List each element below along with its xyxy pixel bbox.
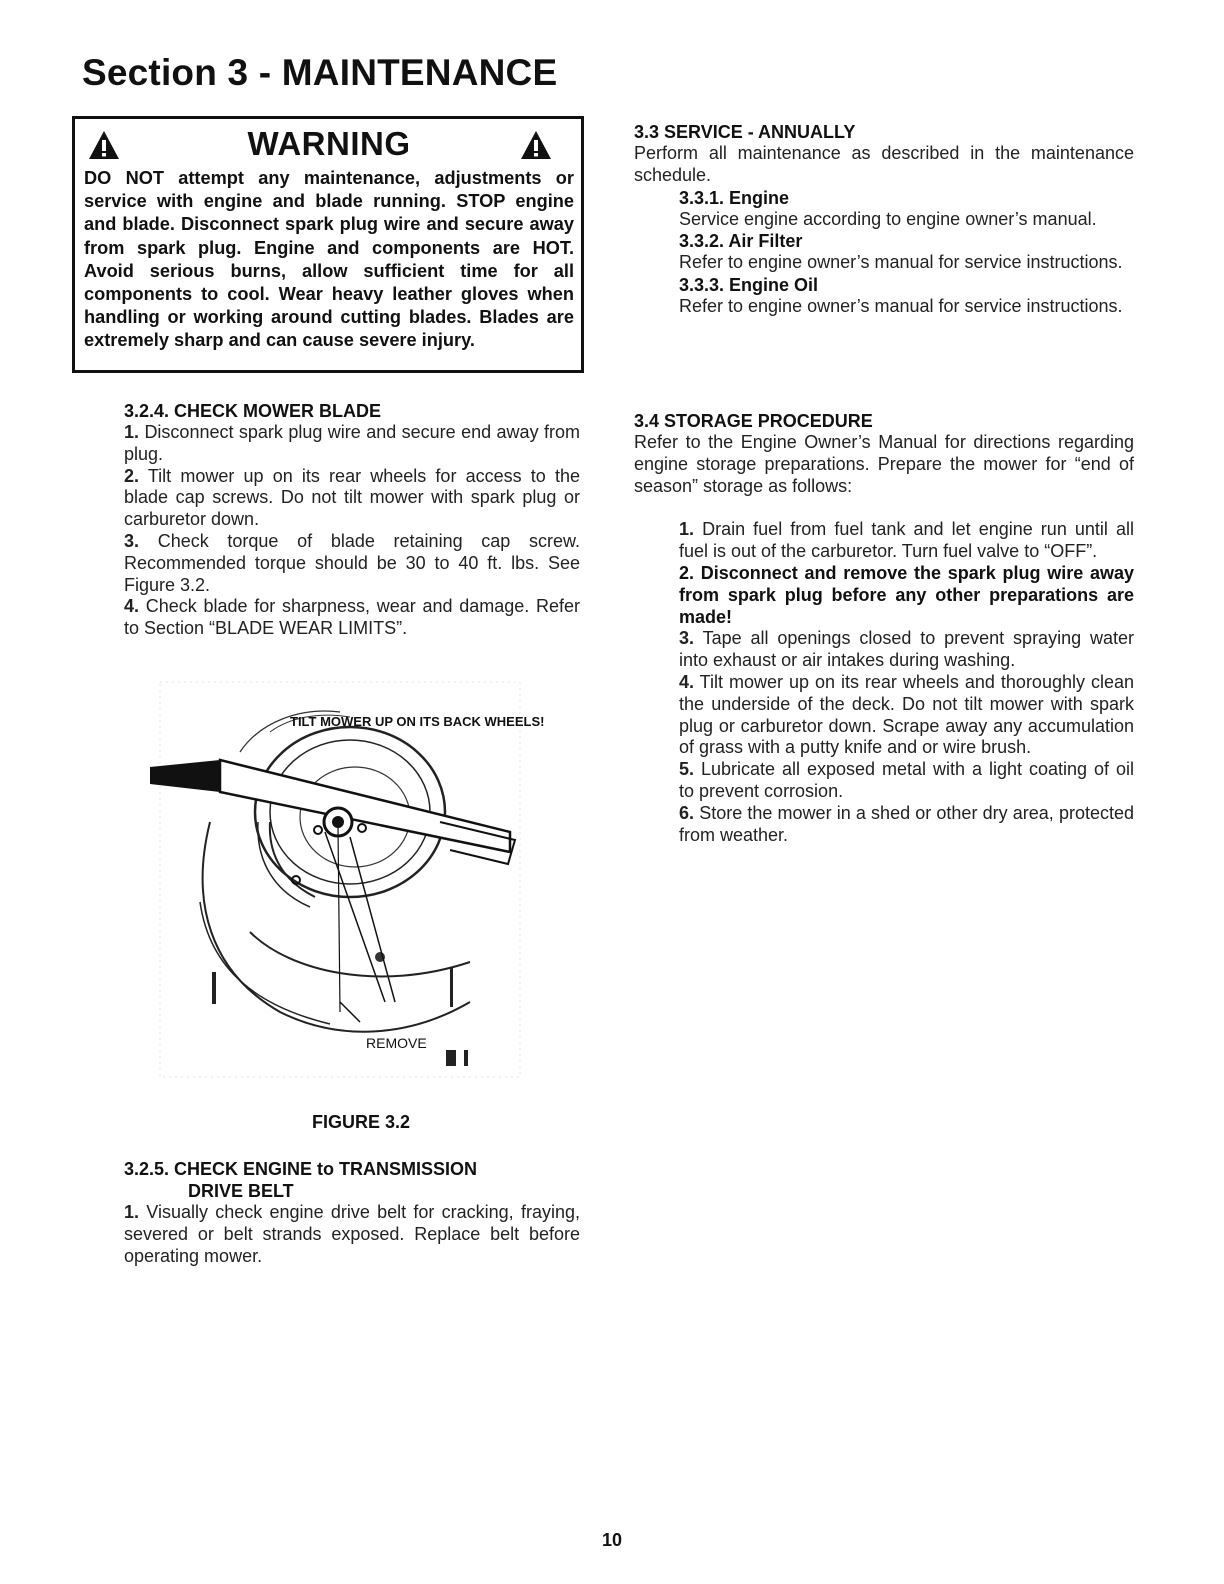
step-number: 5. bbox=[679, 759, 695, 780]
step-text: Tilt mower up on its rear wheels for access to the blade cap screws. Do not tilt mower with spark plug or carburetor down. bbox=[124, 465, 580, 530]
step-text: Tilt mower up on its rear wheels and thoroughly clean the underside of the deck. Do not tilt mower with spark plug or carburetor down. Scrape away any accumulation of grass with a putty knife and or wire brush. bbox=[679, 671, 1134, 758]
tilt-label: TILT MOWER UP ON ITS BACK WHEELS! bbox=[290, 714, 545, 729]
list-item bbox=[679, 563, 1134, 628]
storage-section bbox=[634, 410, 1134, 846]
service-annually-section bbox=[634, 121, 1134, 318]
section-intro: Perform all maintenance as described in the maintenance schedule. bbox=[634, 143, 1134, 185]
warning-header bbox=[84, 127, 574, 167]
warning-text: DO NOT attempt any maintenance, adjustments or service with engine and blade running. STOP engine and blade. Disconnect spark plug wire and secure away from spark plug. Engine and components are HOT. Avoid serious burns, allow sufficient time for all components to cool. Wear heavy leather gloves when handling or working around cutting blades. Blades are extremely sharp and can cause severe injury. bbox=[84, 168, 574, 351]
warning-box bbox=[72, 116, 584, 373]
section-heading: 3.2.4. CHECK MOWER BLADE bbox=[124, 401, 382, 421]
step-number: 4. bbox=[124, 596, 140, 617]
step-number: 1. bbox=[124, 1202, 140, 1222]
list-item bbox=[679, 803, 1134, 847]
step-text: Drain fuel from fuel tank and let engine run until all fuel is out of the carburetor. Turn fuel valve to “OFF”. bbox=[679, 519, 1134, 562]
section-heading: 3.4 STORAGE PROCEDURE bbox=[634, 411, 873, 431]
step-number: 4. bbox=[679, 671, 695, 692]
check-belt-section bbox=[124, 1158, 580, 1267]
mower-blade-figure bbox=[150, 672, 610, 1082]
step-text: Check blade for sharpness, wear and damage. Refer to Section “BLADE WEAR LIMITS”. bbox=[124, 596, 580, 639]
check-blade-section bbox=[124, 400, 580, 640]
step-text: Store the mower in a shed or other dry area, protected from weather. bbox=[679, 802, 1134, 845]
step-text: Disconnect and remove the spark plug wire away from spark plug before any other preparations are made! bbox=[679, 562, 1134, 627]
step-text: Tape all openings closed to prevent spraying water into exhaust or air intakes during washing. bbox=[679, 628, 1134, 671]
list-item bbox=[679, 759, 1134, 803]
step-number: 1. bbox=[124, 422, 140, 442]
subsection-heading: 3.3.3. Engine Oil bbox=[679, 275, 819, 296]
remove-label: REMOVE bbox=[366, 1035, 427, 1051]
subsection-text: Refer to engine owner’s manual for service instructions. bbox=[679, 296, 1123, 317]
page-title: Section 3 - MAINTENANCE bbox=[82, 52, 558, 93]
subsection-heading: 3.3.1. Engine bbox=[679, 187, 790, 208]
page-number: 10 bbox=[601, 1530, 623, 1550]
list-item bbox=[679, 519, 1134, 563]
subsection-heading: 3.3.2. Air Filter bbox=[679, 231, 803, 252]
step-number: 6. bbox=[679, 802, 695, 823]
step-text: Lubricate all exposed metal with a light coating of oil to prevent corrosion. bbox=[679, 759, 1134, 801]
section-heading: 3.2.5. CHECK ENGINE to TRANSMISSION bbox=[124, 1159, 478, 1179]
step-number: 1. bbox=[679, 519, 695, 540]
list-item bbox=[124, 1202, 580, 1267]
step-text: Disconnect spark plug wire and secure end away from plug. bbox=[124, 422, 580, 464]
step-number: 3. bbox=[124, 530, 140, 551]
step-text: Visually check engine drive belt for cracking, fraying, severed or belt strands exposed. Replace belt before operating mower. bbox=[124, 1202, 580, 1266]
warning-triangle-icon bbox=[520, 130, 552, 160]
section-heading: 3.3 SERVICE - ANNUALLY bbox=[634, 122, 856, 142]
warning-title: WARNING bbox=[247, 125, 411, 162]
section-heading-continued: DRIVE BELT bbox=[188, 1181, 294, 1201]
section-intro: Refer to the Engine Owner’s Manual for directions regarding engine storage preparations. Prepare the mower for “end of season” storage as follows: bbox=[634, 432, 1134, 496]
step-number: 2. bbox=[679, 562, 695, 583]
figure-caption: FIGURE 3.2 bbox=[312, 1112, 411, 1132]
subsection-text: Service engine according to engine owner’s manual. bbox=[679, 208, 1097, 229]
step-number: 3. bbox=[679, 628, 695, 649]
list-item bbox=[124, 466, 580, 531]
step-text: Check torque of blade retaining cap screw. Recommended torque should be 30 to 40 ft. lbs. See Figure 3.2. bbox=[124, 530, 580, 595]
list-item bbox=[679, 672, 1134, 759]
subsection-text: Refer to engine owner’s manual for service instructions. bbox=[679, 252, 1123, 273]
step-number: 2. bbox=[124, 465, 140, 486]
list-item bbox=[124, 422, 580, 466]
list-item bbox=[124, 531, 580, 596]
list-item bbox=[679, 628, 1134, 672]
list-item bbox=[124, 596, 580, 640]
